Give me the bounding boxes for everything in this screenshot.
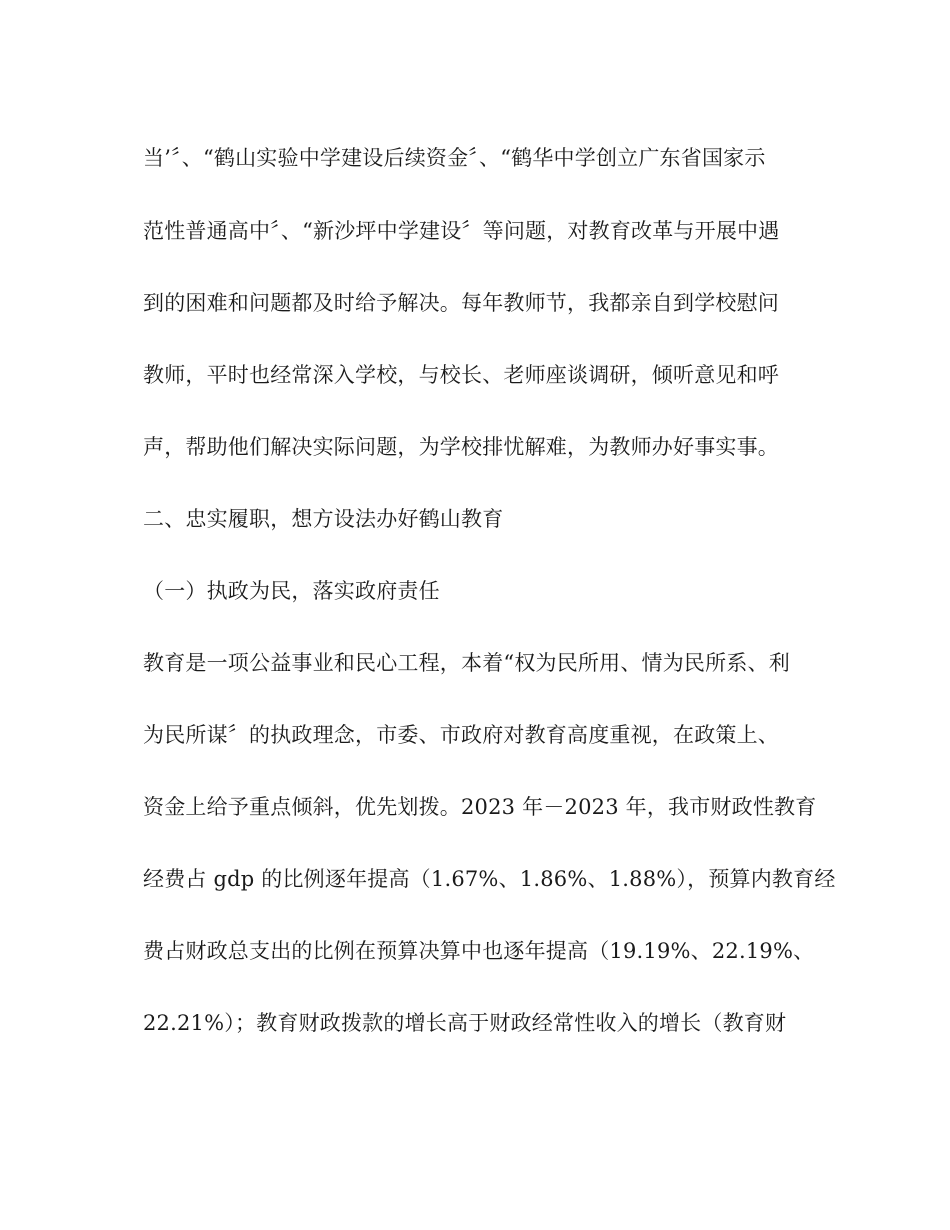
body-text-line: 当’〞、“鹤山实验中学建设后续资金〞、“鹤华中学创立广东省国家示 bbox=[143, 146, 766, 170]
body-text-line: 资金上给予重点倾斜，优先划拨。2023 年－2023 年，我市财政性教育 bbox=[143, 795, 817, 819]
body-text-line: 教师，平时也经常深入学校，与校长、老师座谈调研，倾听意见和呼 bbox=[143, 363, 779, 387]
body-text-line: 为民所谋〞的执政理念，市委、市政府对教育高度重视，在政策上、 bbox=[143, 723, 779, 747]
body-text-line: 范性普通高中〞、“新沙坪中学建设〞等问题，对教育改革与开展中遇 bbox=[143, 219, 780, 243]
body-text-line: 22.21%）；教育财政拨款的增长高于财政经常性收入的增长（教育财 bbox=[143, 1011, 787, 1035]
section-heading: 二、忠实履职，想方设法办好鹤山教育 bbox=[143, 507, 504, 531]
body-text-line: 到的困难和问题都及时给予解决。每年教师节，我都亲自到学校慰问 bbox=[143, 291, 779, 315]
subsection-heading: （一）执政为民，落实政府责任 bbox=[143, 579, 440, 603]
body-text-line: 教育是一项公益事业和民心工程，本着“权为民所用、情为民所系、利 bbox=[143, 651, 790, 675]
body-text-line: 费占财政总支出的比例在预算决算中也逐年提高（19.19%、22.19%、 bbox=[143, 939, 815, 963]
body-text-line: 声，帮助他们解决实际问题，为学校排忧解难，为教师办好事实事。 bbox=[143, 435, 779, 459]
body-text-line: 经费占 gdp 的比例逐年提高（1.67%、1.86%、1.88%），预算内教育经 bbox=[143, 867, 836, 891]
